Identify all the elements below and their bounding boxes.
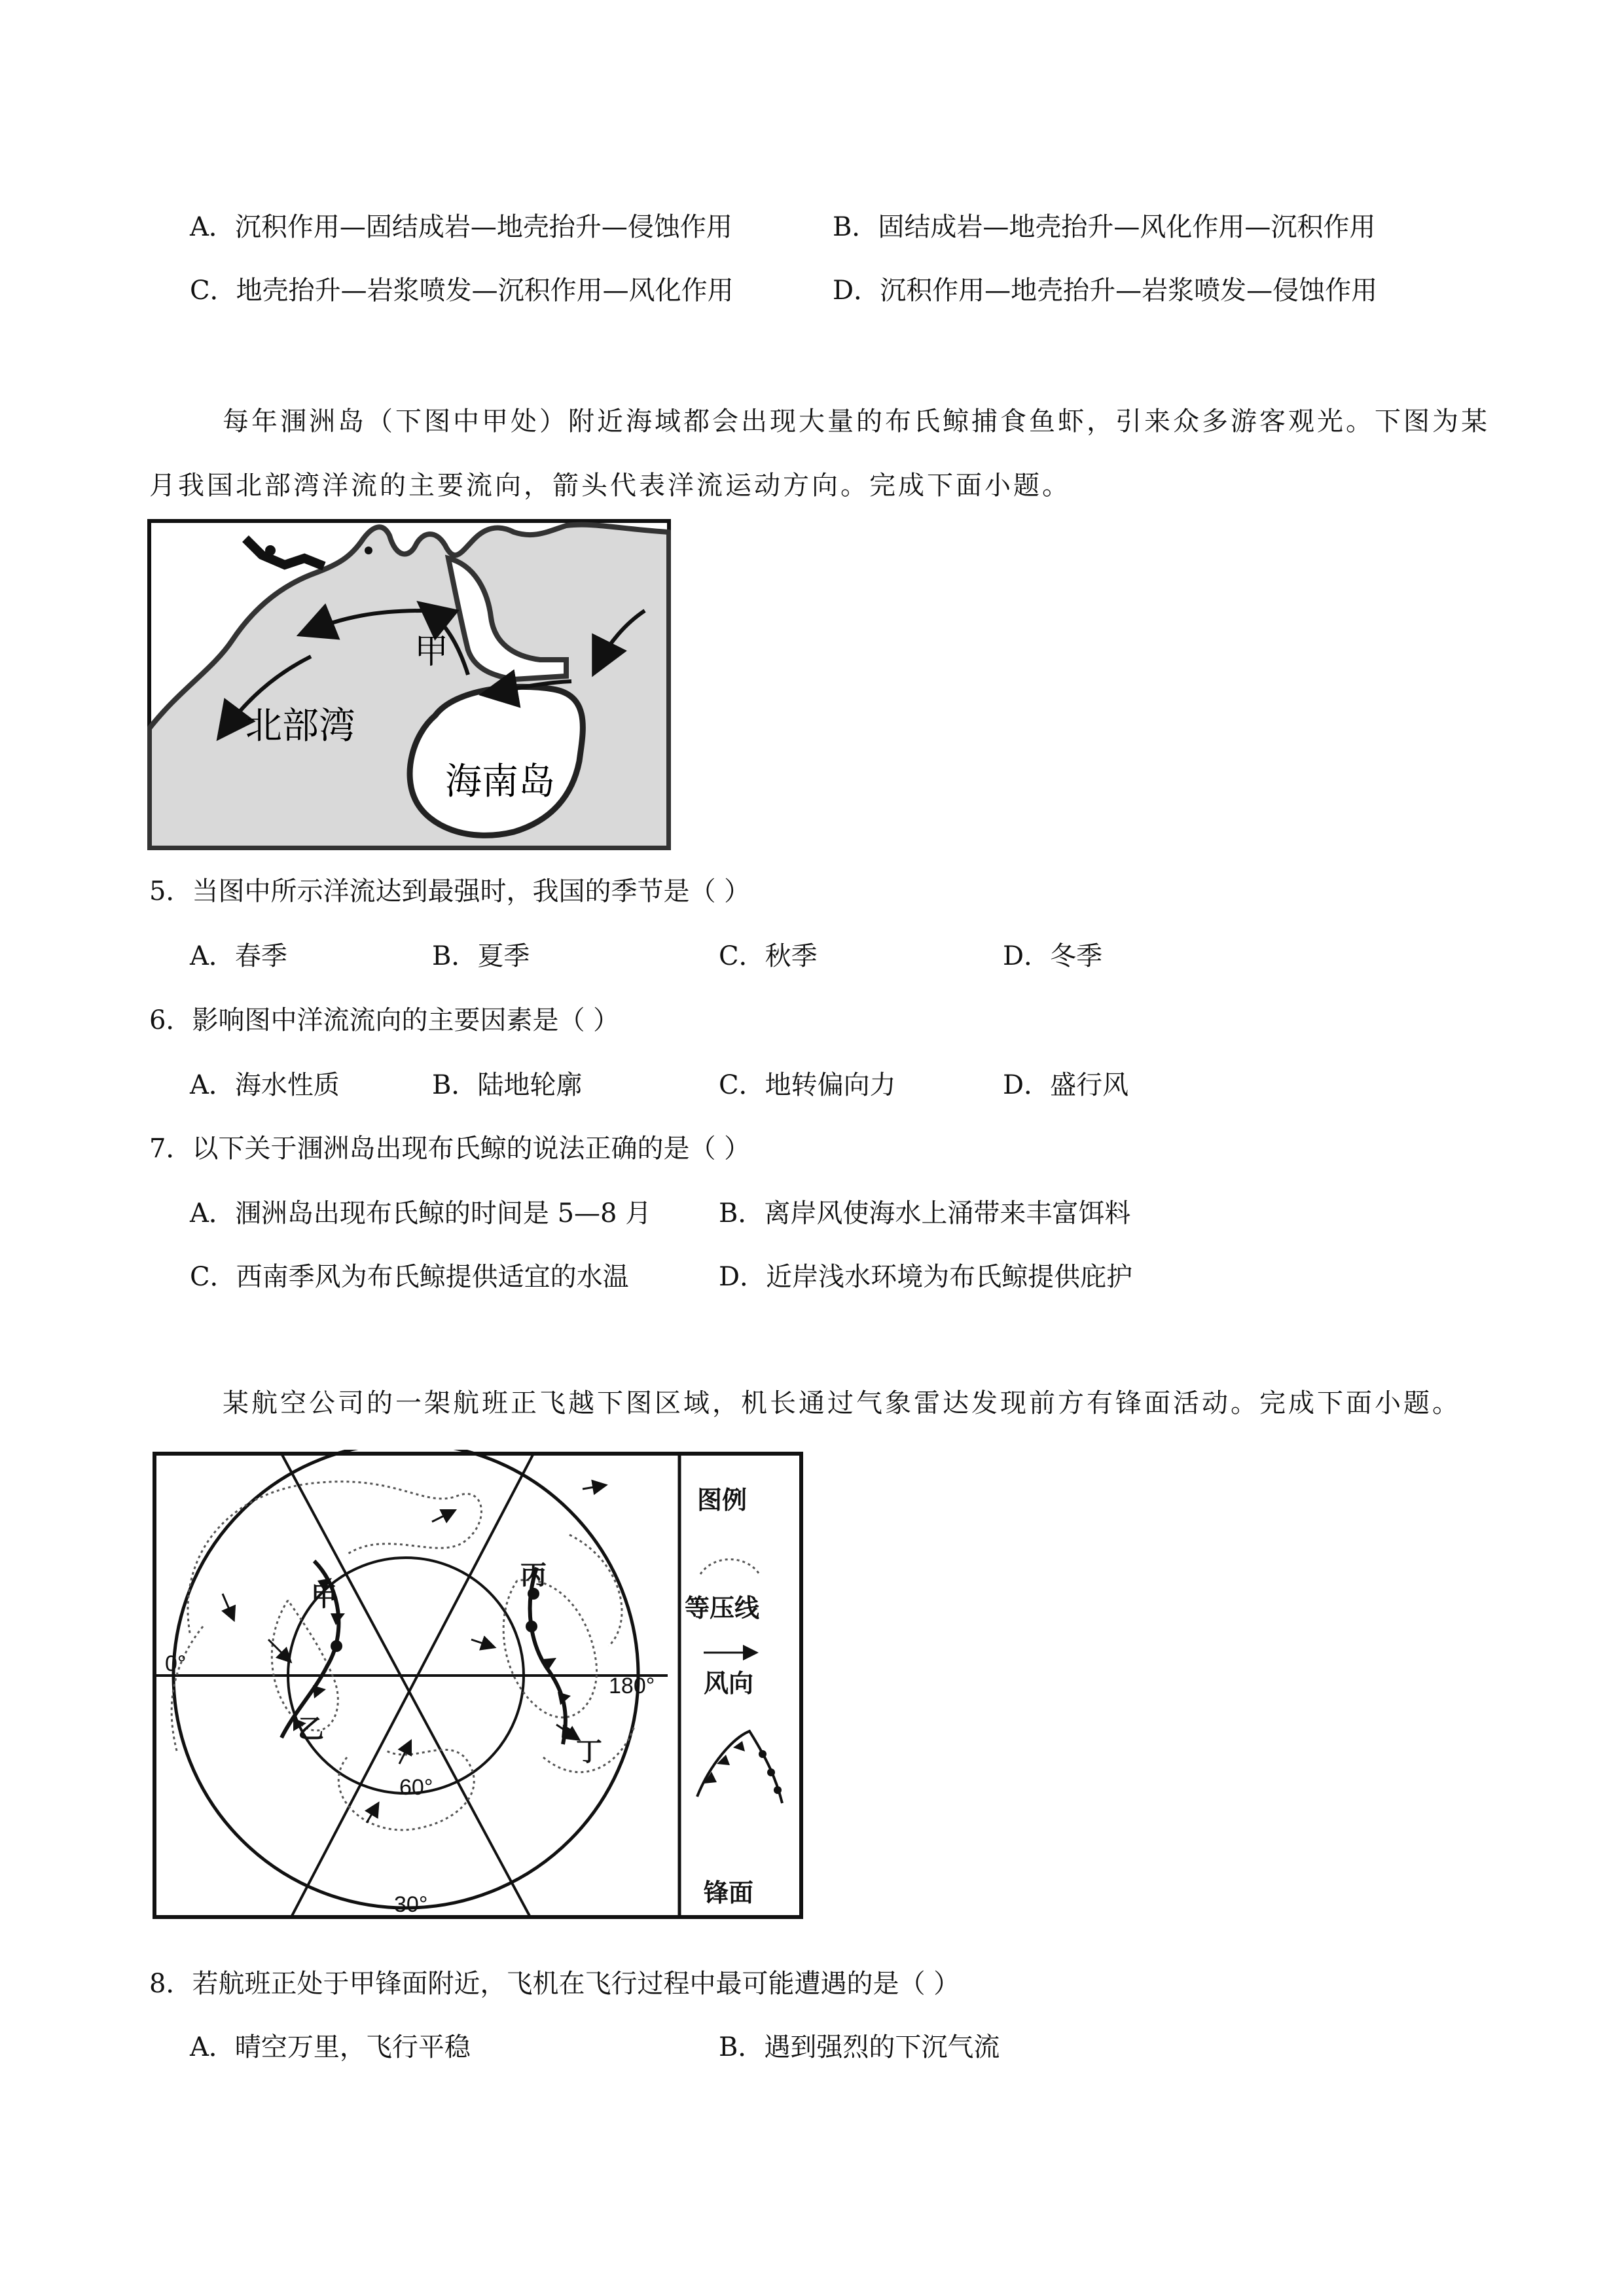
map1-label-island: 海南岛: [445, 761, 555, 802]
q6-stem: 6．影响图中洋流流向的主要因素是（ ）: [149, 1005, 620, 1035]
map2-label-bing: 丙: [520, 1561, 547, 1590]
q7-stem: 7．以下关于涠洲岛出现布氏鲸的说法正确的是（ ）: [149, 1134, 751, 1164]
q5-option-b: B．夏季: [432, 941, 530, 971]
map1-label-gulf: 北部湾: [245, 705, 355, 746]
polar-front-map: [151, 1450, 805, 1921]
q5-stem: 5．当图中所示洋流达到最强时，我国的季节是（ ）: [149, 876, 751, 906]
passage1-line2: 月我国北部湾洋流的主要流向，箭头代表洋流运动方向。完成下面小题。: [149, 471, 1071, 501]
legend-wind: 风向: [704, 1670, 754, 1698]
option-q4-a: A．沉积作用—固结成岩—地壳抬升—侵蚀作用: [190, 212, 732, 242]
map2-label-jia: 甲: [311, 1583, 337, 1611]
map1-label-jia: 甲: [414, 633, 449, 671]
map2-label-ding: 丁: [576, 1738, 602, 1767]
q5-option-d: D．冬季: [1003, 941, 1103, 971]
map2-label-30: 30°: [394, 1892, 428, 1917]
legend-front: 锋面: [704, 1880, 754, 1907]
q6-option-d: D．盛行风: [1003, 1070, 1129, 1100]
map2-label-60: 60°: [399, 1775, 433, 1800]
q7-option-c: C．西南季风为布氏鲸提供适宜的水温: [190, 1262, 629, 1292]
passage2-line1: 某航空公司的一架航班正飞越下图区域，机长通过气象雷达发现前方有锋面活动。完成下面小题。: [223, 1388, 1461, 1418]
q6-option-b: B．陆地轮廓: [432, 1070, 583, 1100]
q8-stem: 8．若航班正处于甲锋面附近，飞机在飞行过程中最可能遭遇的是（ ）: [149, 1969, 960, 1999]
map2-label-0: 0°: [165, 1651, 187, 1676]
legend-isobar: 等压线: [685, 1595, 760, 1623]
option-q4-b: B．固结成岩—地壳抬升—风化作用—沉积作用: [833, 212, 1376, 242]
passage1-line1: 每年涠洲岛（下图中甲处）附近海域都会出现大量的布氏鲸捕食鱼虾，引来众多游客观光。下图为某: [223, 406, 1490, 437]
option-q4-c: C．地壳抬升—岩浆喷发—沉积作用—风化作用: [190, 276, 734, 306]
q7-option-d: D．近岸浅水环境为布氏鲸提供庇护: [719, 1262, 1133, 1292]
q6-option-a: A．海水性质: [190, 1070, 340, 1100]
map2-label-180: 180°: [609, 1674, 655, 1698]
legend-title: 图例: [697, 1487, 748, 1515]
q8-option-a: A．晴空万里，飞行平稳: [190, 2032, 471, 2062]
q7-option-b: B．离岸风使海水上涌带来丰富饵料: [719, 1198, 1131, 1229]
q8-option-b: B．遇到强烈的下沉气流: [719, 2032, 1000, 2062]
beibu-gulf-current-map: [147, 519, 671, 850]
map2-label-yi: 乙: [298, 1715, 324, 1744]
q6-option-c: C．地转偏向力: [719, 1070, 896, 1100]
q7-option-a: A．涠洲岛出现布氏鲸的时间是 5—8 月: [190, 1198, 652, 1229]
q5-option-a: A．春季: [190, 941, 287, 971]
option-q4-d: D．沉积作用—地壳抬升—岩浆喷发—侵蚀作用: [833, 276, 1378, 306]
q5-option-c: C．秋季: [719, 941, 818, 971]
